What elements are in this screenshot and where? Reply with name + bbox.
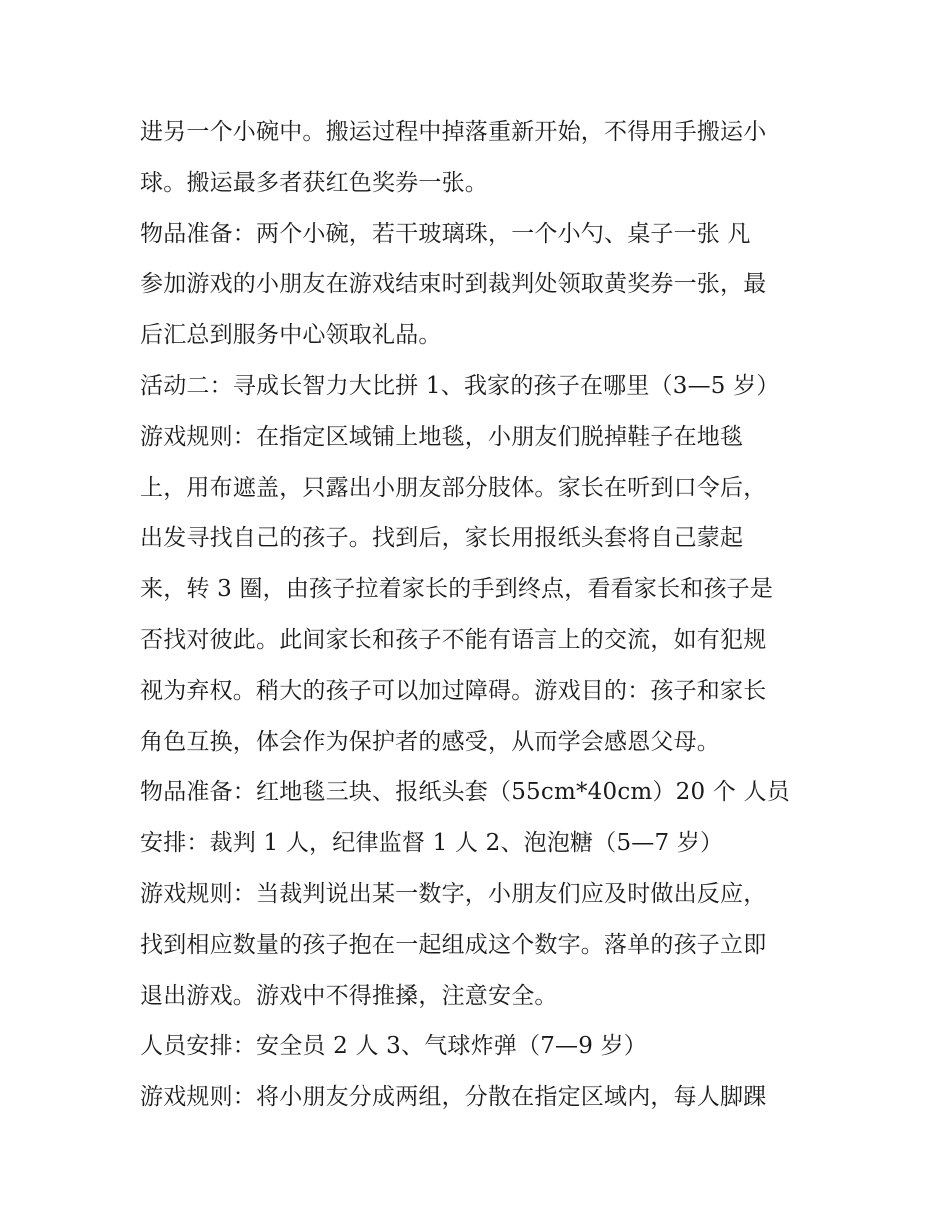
text-line-3: 物品准备：两个小碗，若干玻璃珠，一个小勺、桌子一张 凡	[140, 220, 751, 247]
text-line-9: 出发寻找自己的孩子。找到后，家长用报纸头套将自己蒙起	[140, 525, 744, 552]
text-line-17: 找到相应数量的孩子抱在一起组成这个数字。落单的孩子立即	[140, 931, 767, 958]
text-line-11: 否找对彼此。此间家长和孩子不能有语言上的交流，如有犯规	[140, 626, 767, 653]
text-line-6: 活动二：寻成长智力大比拼 1、我家的孩子在哪里（3—5 岁）	[140, 372, 780, 399]
text-line-15: 安排：裁判 1 人，纪律监督 1 人 2、泡泡糖（5—7 岁）	[140, 830, 724, 857]
text-line-7: 游戏规则：在指定区域铺上地毯，小朋友们脱掉鞋子在地毯	[140, 423, 744, 450]
text-line-2: 球。搬运最多者获红色奖券一张。	[140, 169, 488, 196]
text-line-4: 参加游戏的小朋友在游戏结束时到裁判处领取黄奖券一张，最	[140, 271, 767, 298]
text-line-13: 角色互换，体会作为保护者的感受，从而学会感恩父母。	[140, 728, 720, 755]
text-line-1: 进另一个小碗中。搬运过程中掉落重新开始，不得用手搬运小	[140, 119, 767, 145]
text-line-8: 上，用布遮盖，只露出小朋友部分肢体。家长在听到口令后，	[140, 474, 767, 501]
text-line-20: 游戏规则：将小朋友分成两组，分散在指定区域内，每人脚踝	[140, 1084, 767, 1111]
text-line-16: 游戏规则：当裁判说出某一数字，小朋友们应及时做出反应，	[140, 880, 767, 907]
text-line-14: 物品准备：红地毯三块、报纸头套（55cm*40cm）20 个 人员	[140, 779, 790, 806]
text-line-12: 视为弃权。稍大的孩子可以加过障碍。游戏目的：孩子和家长	[140, 677, 767, 704]
body-text	[140, 107, 820, 1123]
text-line-10: 来，转 3 圈，由孩子拉着家长的手到终点，看看家长和孩子是	[140, 576, 774, 603]
text-line-19: 人员安排：安全员 2 人 3、气球炸弹（7—9 岁）	[140, 1033, 647, 1060]
text-line-18: 退出游戏。游戏中不得推搡，注意安全。	[140, 982, 558, 1009]
text-line-5: 后汇总到服务中心领取礼品。	[140, 322, 442, 349]
